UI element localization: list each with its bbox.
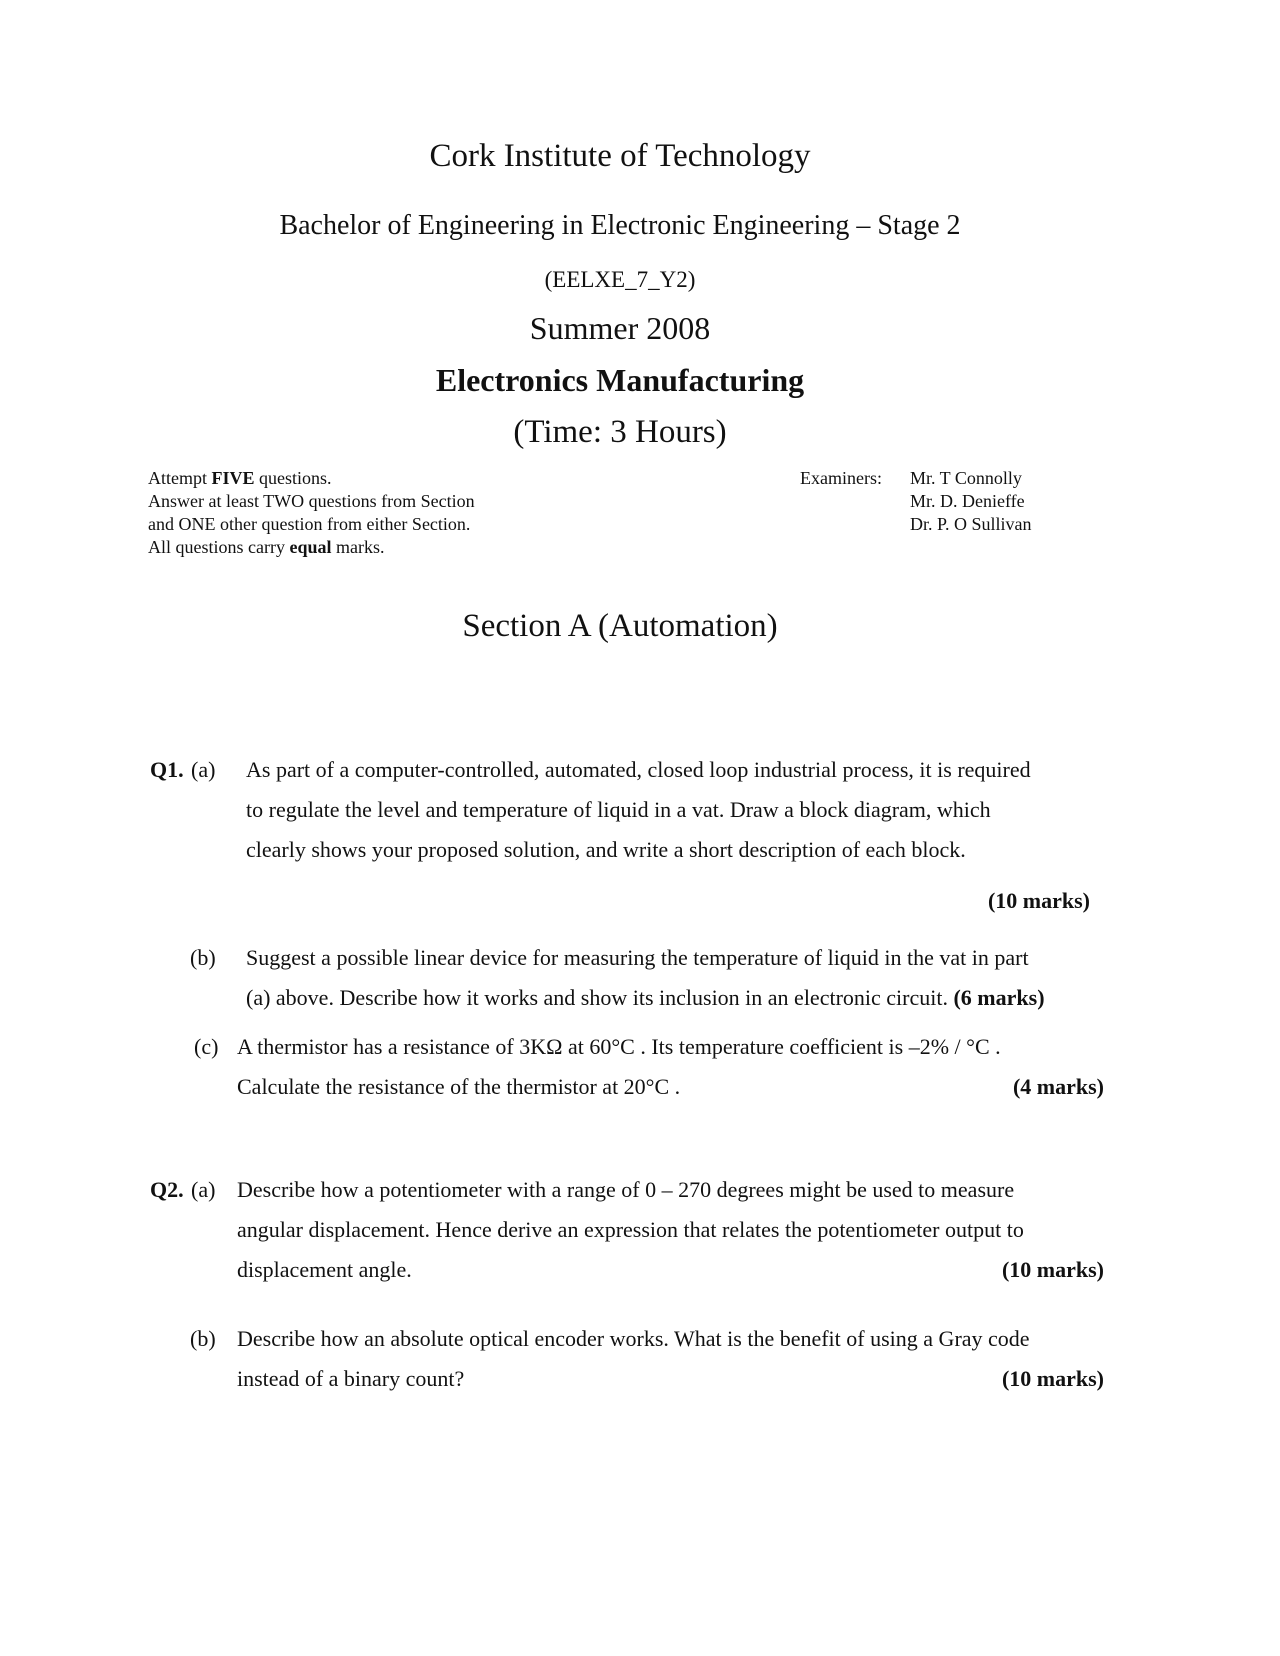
- instruction-line: Answer at least TWO questions from Section: [148, 491, 475, 511]
- instruction-line: Attempt FIVE questions.: [148, 468, 332, 488]
- section-title: Section A (Automation): [462, 608, 778, 644]
- part-label: (b): [190, 1326, 216, 1351]
- question-number: Q1.: [150, 757, 184, 782]
- question-number: Q2.: [150, 1177, 184, 1202]
- q2a-marks: (10 marks): [1001, 1257, 1104, 1282]
- part-label: (a): [191, 1177, 216, 1202]
- exam-instructions: [148, 467, 475, 559]
- examiner-name: Mr. T Connolly: [910, 468, 1022, 488]
- examiners-label: Examiners:: [800, 468, 882, 488]
- q2b-marks: (10 marks): [1001, 1366, 1104, 1391]
- part-label: (a): [191, 757, 216, 782]
- examiner-name: Mr. D. Denieffe: [910, 491, 1025, 511]
- exam-duration: (Time: 3 Hours): [513, 414, 727, 450]
- part-label: (b): [190, 945, 216, 970]
- q2b-text: Describe how an absolute optical encoder works. What is the benefit of using a Gray code instead of a binary count?: [237, 1326, 1030, 1391]
- q1a-text: As part of a computer-controlled, automated, closed loop industrial process, it is required to regulate the level and temperature of liquid in a vat. Draw a block diagram, which clearly shows your proposed solution, and write a short description of each block.: [246, 757, 1031, 862]
- q1a-marks: (10 marks): [987, 888, 1090, 913]
- exam-session: Summer 2008: [529, 310, 711, 346]
- institution-title: Cork Institute of Technology: [429, 138, 811, 174]
- q1c-text: A thermistor has a resistance of 3KΩ at 60°C . Its temperature coefficient is –2% / °C . Calculate the resistance of the thermistor at 20°C .: [237, 1034, 1001, 1099]
- programme-title: Bachelor of Engineering in Electronic Engineering – Stage 2: [279, 210, 961, 241]
- subject-title: Electronics Manufacturing: [435, 362, 805, 398]
- examiner-name: Dr. P. O Sullivan: [910, 514, 1032, 534]
- q1b-marks: (6 marks): [953, 985, 1045, 1010]
- q1b-text: Suggest a possible linear device for measuring the temperature of liquid in the vat in part (a) above. Describe how it works and show its inclusion in an electronic circuit. (6 marks): [246, 945, 1045, 1010]
- part-label: (c): [194, 1034, 219, 1059]
- q2a-text: Describe how a potentiometer with a range of 0 – 270 degrees might be used to measure angular displacement. Hence derive an expression that relates the potentiometer output to displacement angle.: [237, 1177, 1024, 1282]
- instruction-line: All questions carry equal marks.: [148, 537, 385, 557]
- course-code: (EELXE_7_Y2): [544, 267, 696, 292]
- q1c-marks: (4 marks): [1012, 1074, 1104, 1099]
- instruction-line: and ONE other question from either Section.: [148, 514, 471, 534]
- examiners-list: [910, 467, 1032, 536]
